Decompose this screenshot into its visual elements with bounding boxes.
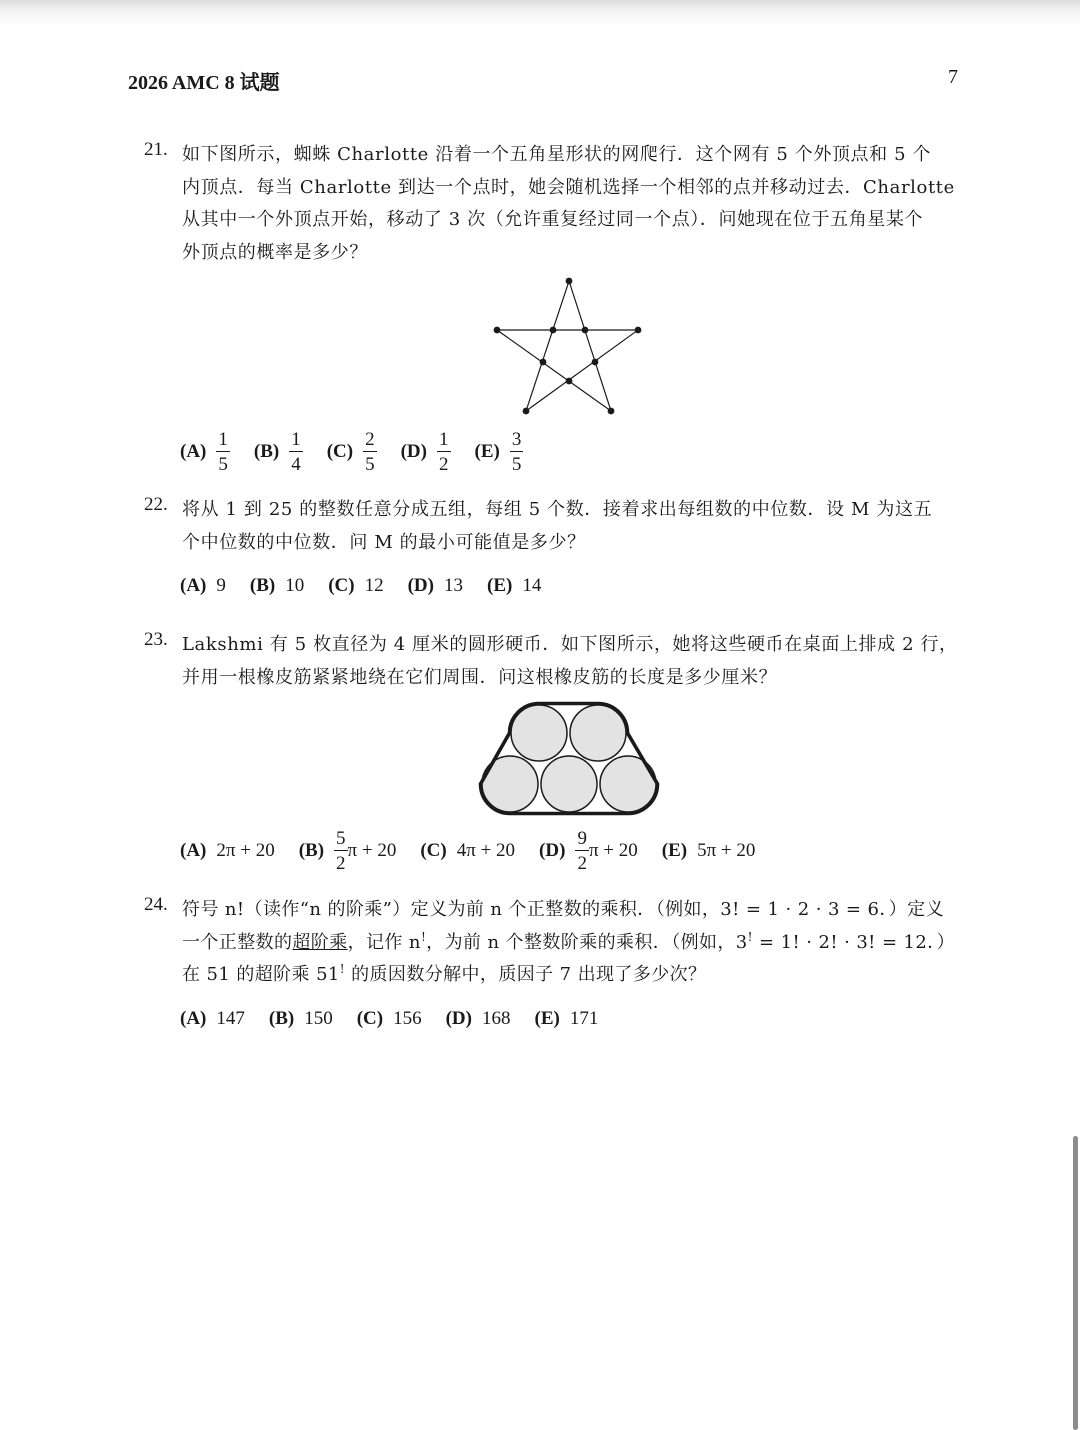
text-span: ，记作 n bbox=[347, 931, 421, 953]
choice-a[interactable] bbox=[180, 840, 275, 862]
fraction-denominator: 4 bbox=[291, 454, 301, 475]
choice-value: 4π + 20 bbox=[456, 840, 516, 861]
choice-label: (E) bbox=[661, 840, 688, 861]
text-line: 外顶点的概率是多少？ bbox=[182, 241, 368, 263]
page-title: 2026 AMC 8 试题 bbox=[128, 72, 280, 94]
choice-value: 5π + 20 bbox=[697, 840, 756, 861]
fraction-numerator: 1 bbox=[291, 429, 301, 450]
choice-label: (E) bbox=[487, 575, 513, 596]
text-span: = 1! · 2! · 3! = 12．） bbox=[752, 931, 956, 953]
inner-vertex bbox=[540, 359, 547, 366]
outer-vertex bbox=[494, 327, 501, 334]
inner-vertex bbox=[582, 327, 589, 334]
choice-value: 150 bbox=[304, 1008, 333, 1029]
choice-b[interactable] bbox=[254, 430, 303, 474]
page-number: 7 bbox=[948, 66, 958, 88]
text-span: 在 51 的超阶乘 51 bbox=[182, 964, 340, 985]
problem-number: 22. bbox=[144, 494, 168, 515]
star-web-figure bbox=[470, 270, 670, 430]
choice-value: 12 bbox=[364, 575, 384, 596]
choice-value: 156 bbox=[393, 1008, 422, 1029]
choice-label: (A) bbox=[180, 441, 207, 462]
text-line: 内顶点．每当 Charlotte 到达一个点时，她会随机选择一个相邻的点并移动过去．Charlotte bbox=[182, 176, 955, 198]
coins-figure bbox=[470, 695, 670, 825]
superscript: ! bbox=[747, 929, 753, 944]
fraction-denominator: 2 bbox=[439, 454, 449, 475]
outer-vertex bbox=[608, 408, 615, 415]
choice-c[interactable] bbox=[328, 575, 383, 597]
problem-text bbox=[182, 894, 964, 992]
choice-value: π + 20 bbox=[347, 840, 397, 861]
choice-d[interactable] bbox=[539, 829, 638, 873]
text-line: 从其中一个外顶点开始，移动了 3 次（允许重复经过同一个点）．问她现在位于五角星某个 bbox=[182, 209, 924, 230]
text-line: 如下图所示，蜘蛛 Charlotte 沿着一个五角星形状的网爬行．这个网有 5 个外顶点和 5 个 bbox=[182, 144, 932, 165]
superscript: ! bbox=[420, 929, 427, 944]
choice-label: (E) bbox=[474, 441, 500, 462]
choice-d[interactable] bbox=[446, 1008, 511, 1030]
fraction-numerator: 5 bbox=[336, 828, 346, 849]
choice-e[interactable] bbox=[487, 575, 541, 597]
choice-e[interactable] bbox=[475, 430, 524, 474]
text-line: 符号 n!（读作“n 的阶乘”）定义为前 n 个正整数的乘积．（例如，3! = 1 · 2 · 3 = 6．）定义 bbox=[182, 899, 944, 920]
text-line: 将从 1 到 25 的整数任意分成五组，每组 5 个数．接着求出每组数的中位数．设 M 为这五 bbox=[182, 499, 933, 520]
fraction-numerator: 1 bbox=[218, 429, 228, 450]
choice-d[interactable] bbox=[408, 575, 463, 597]
choice-value: 147 bbox=[216, 1008, 245, 1029]
choice-e[interactable] bbox=[535, 1008, 599, 1030]
choice-value: π + 20 bbox=[588, 840, 638, 861]
scrollbar[interactable] bbox=[1073, 1136, 1078, 1430]
superscript: ! bbox=[339, 962, 346, 976]
text-line: 并用一根橡皮筋紧紧地绕在它们周围．问这根橡皮筋的长度是多少厘米？ bbox=[182, 666, 778, 688]
text-span: ，为前 n 个整数阶乘的乘积．（例如，3 bbox=[426, 931, 748, 953]
star-edges bbox=[497, 281, 638, 411]
choice-label: (E) bbox=[534, 1008, 560, 1029]
choice-label: (D) bbox=[400, 441, 427, 462]
top-shadow bbox=[0, 0, 1080, 28]
choice-label: (D) bbox=[445, 1008, 472, 1029]
choice-label: (A) bbox=[180, 1008, 207, 1029]
fraction-numerator: 9 bbox=[577, 828, 587, 849]
answer-choices-22 bbox=[180, 575, 565, 597]
choice-a[interactable] bbox=[180, 430, 230, 474]
text-span: 一个正整数的 bbox=[182, 931, 293, 953]
choice-value: 9 bbox=[216, 575, 226, 596]
problem-text bbox=[182, 629, 964, 694]
defined-term: 超阶乘 bbox=[292, 931, 348, 953]
outer-vertex bbox=[566, 278, 573, 285]
answer-choices-21 bbox=[180, 430, 547, 474]
choice-e[interactable] bbox=[662, 840, 756, 862]
text-line bbox=[182, 927, 964, 960]
text-line: 个中位数的中位数．问 M 的最小可能值是多少？ bbox=[182, 531, 586, 553]
fraction-denominator: 5 bbox=[511, 454, 522, 475]
text-line bbox=[182, 959, 964, 992]
choice-value: 13 bbox=[444, 575, 463, 596]
inner-vertex bbox=[592, 359, 599, 366]
choice-label: (A) bbox=[180, 840, 207, 861]
choice-b[interactable] bbox=[269, 1008, 333, 1030]
inner-vertex bbox=[550, 327, 557, 334]
choice-label: (C) bbox=[356, 1008, 384, 1029]
outer-vertex bbox=[635, 327, 642, 334]
choice-a[interactable] bbox=[180, 575, 226, 597]
choice-c[interactable] bbox=[420, 840, 515, 862]
choice-label: (B) bbox=[249, 575, 276, 596]
choice-label: (D) bbox=[407, 575, 434, 596]
answer-choices-24 bbox=[180, 1008, 622, 1030]
fraction-denominator: 2 bbox=[336, 853, 346, 874]
fraction-denominator: 2 bbox=[577, 853, 587, 874]
problem-number: 21. bbox=[144, 139, 168, 160]
fraction-numerator: 2 bbox=[365, 429, 375, 450]
choice-value: 2π + 20 bbox=[216, 840, 275, 861]
text-span: 的质因数分解中，质因子 7 出现了多少次？ bbox=[345, 964, 707, 985]
choice-value: 171 bbox=[569, 1008, 599, 1029]
problem-text bbox=[182, 494, 964, 559]
choice-value: 168 bbox=[482, 1008, 511, 1029]
fraction-numerator: 3 bbox=[511, 429, 522, 450]
choice-value: 14 bbox=[522, 575, 542, 596]
text-line: Lakshmi 有 5 枚直径为 4 厘米的圆形硬币．如下图所示，她将这些硬币在桌面上排成 2 行， bbox=[182, 634, 958, 655]
choice-c[interactable] bbox=[357, 1008, 422, 1030]
choice-label: (A) bbox=[180, 575, 207, 596]
choice-b[interactable] bbox=[299, 829, 397, 873]
choice-d[interactable] bbox=[401, 430, 451, 474]
problem-number: 23. bbox=[144, 629, 168, 650]
coin bbox=[541, 756, 597, 812]
fraction-denominator: 5 bbox=[218, 454, 228, 475]
outer-vertex bbox=[523, 408, 530, 415]
fraction-numerator: 1 bbox=[439, 429, 449, 450]
choice-label: (C) bbox=[326, 441, 354, 462]
choice-label: (D) bbox=[539, 840, 566, 861]
choice-a[interactable] bbox=[180, 1008, 245, 1030]
choice-label: (B) bbox=[298, 840, 325, 861]
problem-number: 24. bbox=[144, 894, 168, 915]
choice-value: 10 bbox=[285, 575, 305, 596]
inner-vertex bbox=[566, 378, 573, 385]
choice-label: (B) bbox=[268, 1008, 295, 1029]
choice-label: (B) bbox=[253, 441, 280, 462]
problem-text bbox=[182, 139, 964, 269]
answer-choices-23 bbox=[180, 829, 779, 873]
choice-c[interactable] bbox=[327, 430, 377, 474]
choice-label: (C) bbox=[328, 575, 355, 596]
choice-label: (C) bbox=[420, 840, 447, 861]
fraction-denominator: 5 bbox=[365, 454, 375, 475]
choice-b[interactable] bbox=[250, 575, 304, 597]
